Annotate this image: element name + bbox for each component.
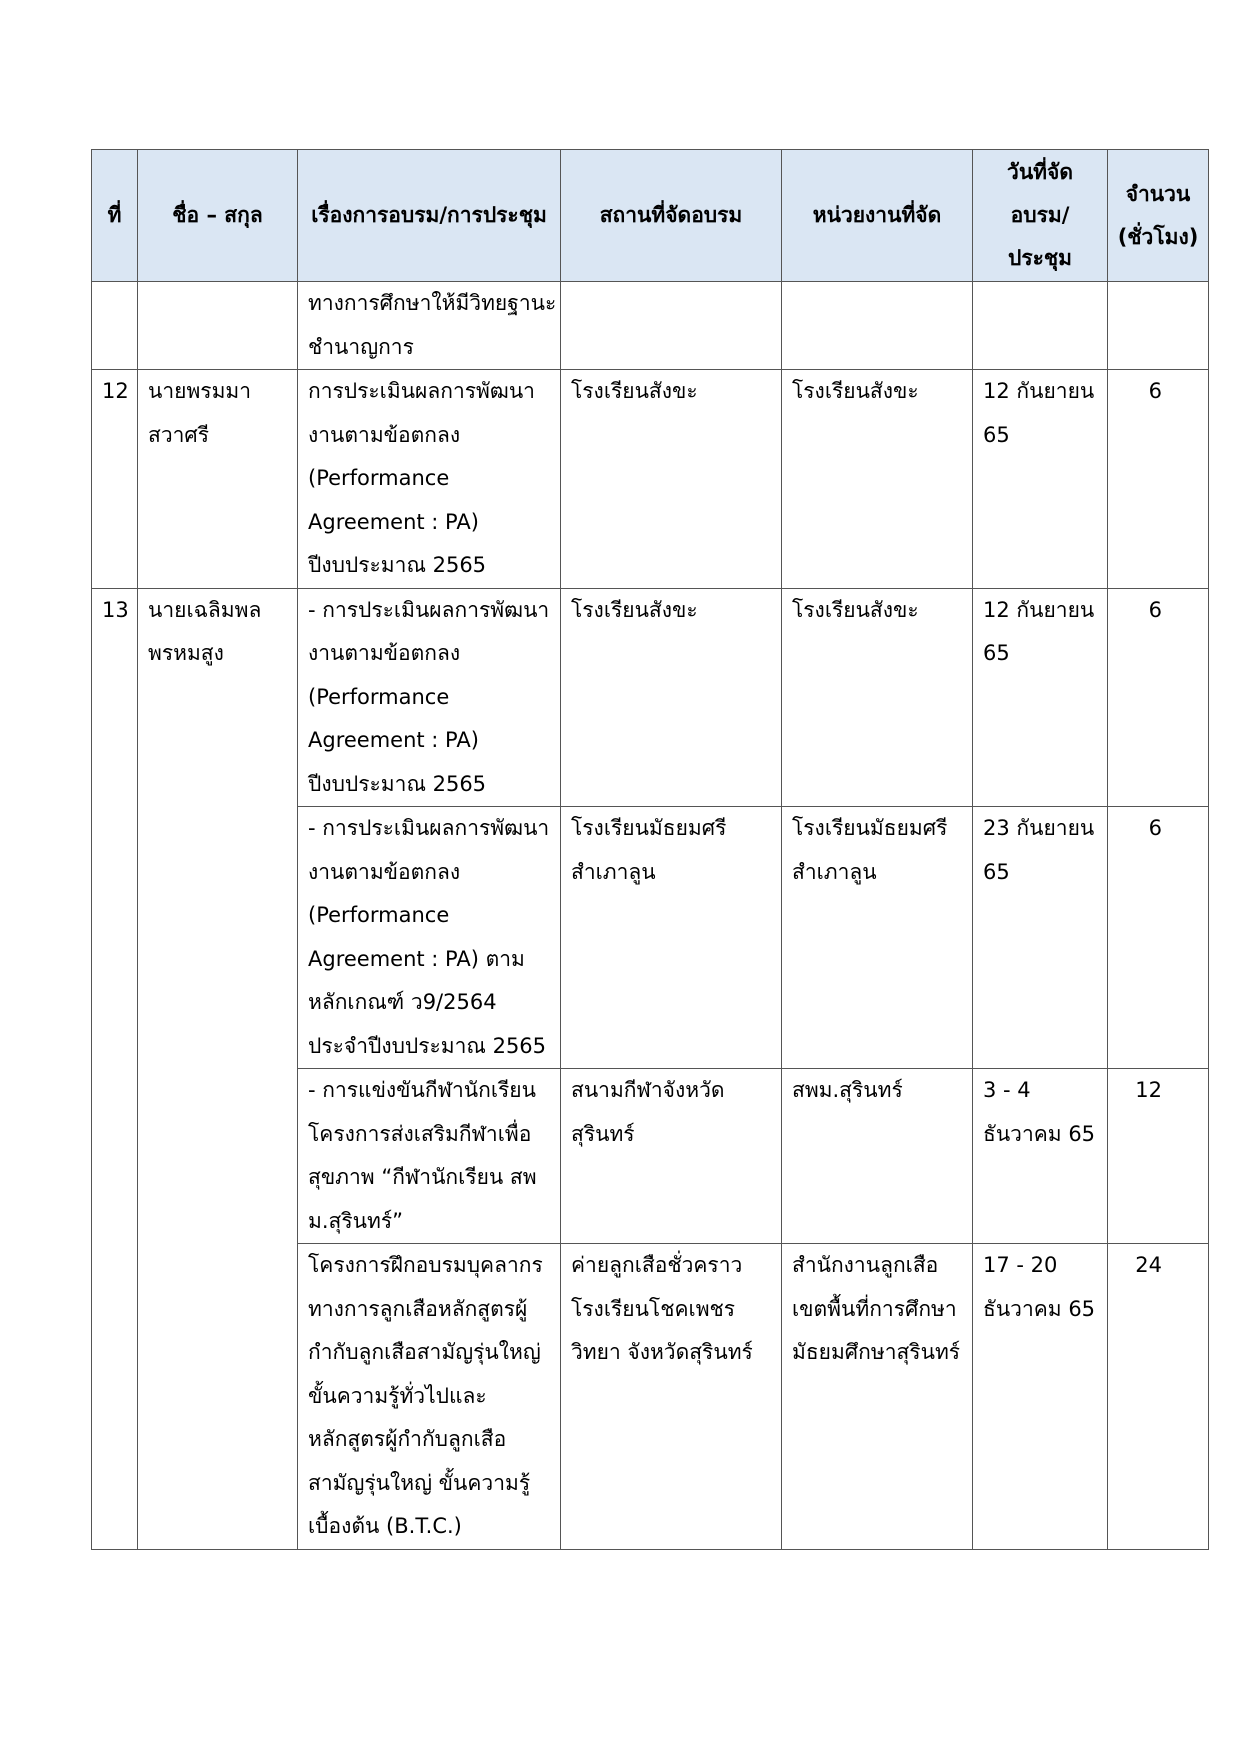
cell-name: นายพรมมา สวาศรี xyxy=(138,370,298,589)
cell-organizer: โรงเรียนสังขะ xyxy=(782,370,973,589)
header-name: ชื่อ – สกุล xyxy=(138,150,298,282)
cell-topic: - การประเมินผลการพัฒนา งานตามข้อตกลง (Performance Agreement : PA) ปีงบประมาณ 2565 xyxy=(298,588,561,807)
cell-date: 23 กันยายน 65 xyxy=(973,807,1108,1069)
cell-hours: 6 xyxy=(1108,588,1209,807)
cell-date: 12 กันยายน 65 xyxy=(973,588,1108,807)
header-no: ที่ xyxy=(92,150,138,282)
header-date: วันที่จัด อบรม/ ประชุม xyxy=(973,150,1108,282)
cell-name xyxy=(138,282,298,370)
cell-date xyxy=(973,282,1108,370)
header-topic: เรื่องการอบรม/การประชุม xyxy=(298,150,561,282)
header-organizer: หน่วยงานที่จัด xyxy=(782,150,973,282)
cell-organizer: สำนักงานลูกเสือ เขตพื้นที่การศึกษา มัธยมศึกษาสุรินทร์ xyxy=(782,1244,973,1550)
cell-no xyxy=(92,282,138,370)
cell-hours xyxy=(1108,282,1209,370)
header-hours: จำนวน (ชั่วโมง) xyxy=(1108,150,1209,282)
cell-topic: - การแข่งขันกีฬานักเรียน โครงการส่งเสริมกีฬาเพื่อ สุขภาพ “กีฬานักเรียน สพ ม.สุรินทร์” xyxy=(298,1069,561,1244)
cell-hours: 12 xyxy=(1108,1069,1209,1244)
cell-place: โรงเรียนสังขะ xyxy=(561,370,782,589)
table-row xyxy=(92,588,1209,807)
cell-hours: 6 xyxy=(1108,807,1209,1069)
cell-organizer: โรงเรียนสังขะ xyxy=(782,588,973,807)
table-header-row xyxy=(92,150,1209,282)
table-row xyxy=(92,370,1209,589)
cell-place: ค่ายลูกเสือชั่วคราว โรงเรียนโชคเพชร วิทยา จังหวัดสุรินทร์ xyxy=(561,1244,782,1550)
cell-organizer: สพม.สุรินทร์ xyxy=(782,1069,973,1244)
cell-name: นายเฉลิมพล พรหมสูง xyxy=(138,588,298,1549)
cell-hours: 6 xyxy=(1108,370,1209,589)
cell-organizer: โรงเรียนมัธยมศรี สำเภาลูน xyxy=(782,807,973,1069)
cell-topic: การประเมินผลการพัฒนา งานตามข้อตกลง (Performance Agreement : PA) ปีงบประมาณ 2565 xyxy=(298,370,561,589)
cell-organizer xyxy=(782,282,973,370)
cell-no: 13 xyxy=(92,588,138,1549)
cell-hours: 24 xyxy=(1108,1244,1209,1550)
cell-topic: โครงการฝึกอบรมบุคลากร ทางการลูกเสือหลักสูตรผู้ กำกับลูกเสือสามัญรุ่นใหญ่ ขั้นความรู้ทั่วไปและ หลักสูตรผู้กำกับลูกเสือ สามัญรุ่นใหญ่ ขั้นความรู้ เบื้องต้น (B.T.C.) xyxy=(298,1244,561,1550)
cell-place xyxy=(561,282,782,370)
cell-no: 12 xyxy=(92,370,138,589)
cell-place: โรงเรียนมัธยมศรี สำเภาลูน xyxy=(561,807,782,1069)
cell-date: 3 - 4 ธันวาคม 65 xyxy=(973,1069,1108,1244)
cell-topic: - การประเมินผลการพัฒนา งานตามข้อตกลง (Performance Agreement : PA) ตาม หลักเกณฑ์ ว9/2564 ประจำปีงบประมาณ 2565 xyxy=(298,807,561,1069)
training-record-table xyxy=(91,149,1209,1550)
cell-date: 17 - 20 ธันวาคม 65 xyxy=(973,1244,1108,1550)
cell-place: โรงเรียนสังขะ xyxy=(561,588,782,807)
cell-topic: ทางการศึกษาให้มีวิทยฐานะ ชำนาญการ xyxy=(298,282,561,370)
table-row-continuation xyxy=(92,282,1209,370)
cell-date: 12 กันยายน 65 xyxy=(973,370,1108,589)
header-place: สถานที่จัดอบรม xyxy=(561,150,782,282)
cell-place: สนามกีฬาจังหวัด สุรินทร์ xyxy=(561,1069,782,1244)
